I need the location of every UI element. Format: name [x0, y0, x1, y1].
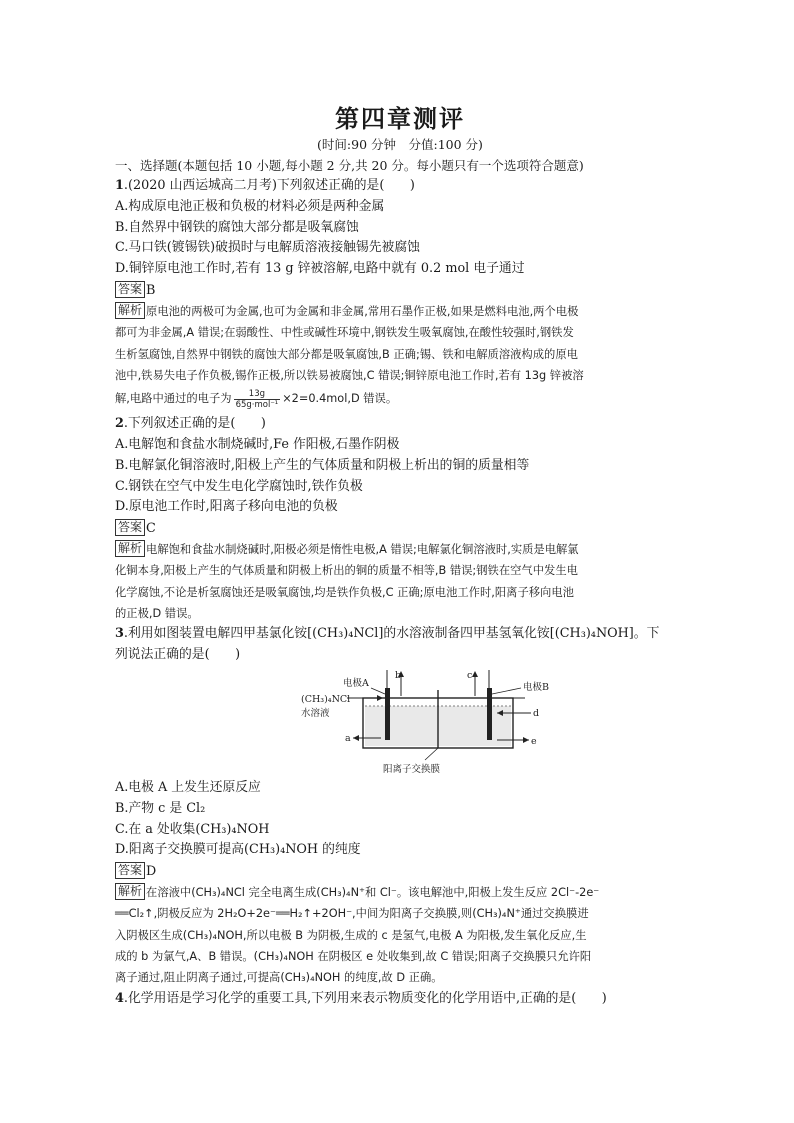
question-stem [115, 989, 685, 1010]
option-a: A.电解饱和食盐水制烧碱时,Fe 作阳极,石墨作阴极 [115, 436, 400, 452]
exam-page [115, 96, 685, 1009]
page-subtitle: (时间:90 分钟 分值:100 分) [317, 137, 483, 152]
option-b: B.电解氯化铜溶液时,阳极上产生的气体质量和阴极上析出的铜的质量相等 [115, 457, 530, 473]
answer-tag: 答案 [115, 281, 145, 298]
fraction [234, 389, 281, 410]
answer-tag: 答案 [115, 519, 145, 536]
option-c: C.马口铁(镀锡铁)破损时与电解质溶液接触锡先被腐蚀 [115, 240, 420, 256]
question-text: .利用如图装置电解四甲基氯化铵[(CH₃)₄NCl]的水溶液制备四甲基氢氧化铵[(CH₃)₄NOH]。下 [123, 626, 660, 642]
fraction-numerator: 13g [234, 389, 281, 400]
question-number: 1 [115, 178, 124, 193]
question-4 [115, 989, 685, 1010]
question-stem [115, 176, 685, 197]
question-text: .化学用语是学习化学的重要工具,下列用来表示物质变化的化学用语中,正确的是( ) [123, 990, 607, 1006]
explanation-line: 池中,铁易失电子作负极,锡作正极,所以铁易被腐蚀,C 错误;铜锌原电池工作时,若有 13g 锌被溶 [115, 368, 584, 382]
option-a: A.构成原电池正极和负极的材料必须是两种金属 [115, 198, 385, 214]
pointer-electrode-b [492, 688, 521, 694]
pointer-membrane [425, 748, 438, 760]
explanation-line: 生析氢腐蚀,自然界中钢铁的腐蚀大部分都是吸氧腐蚀,B 正确;锡、铁和电解质溶液构成的原电 [115, 347, 578, 361]
explanation-line: 离子通过,阻止阴离子通过,可提高(CH₃)₄NOH 的纯度,故 D 正确。 [115, 971, 443, 985]
answer-value: C [146, 521, 156, 537]
question-number: 2 [115, 416, 124, 432]
page-title: 第四章测评 [335, 104, 465, 133]
explanation-line: 解,电路中通过的电子为 $\frac{13g}{\text{65g·mol⁻¹}}$ ×2=0.4mol,D 错误。 [115, 388, 398, 410]
explain-tag: 解析 [115, 540, 145, 557]
electrode-a-bar [385, 688, 390, 740]
explain-tag: 解析 [115, 302, 145, 319]
answer-row [115, 862, 685, 882]
label-membrane: 阳离子交换膜 [383, 763, 441, 775]
question-2 [115, 414, 685, 624]
label-electrode-a: 电极A [343, 677, 369, 689]
explanation-line: 都可为非金属,A 错误;在弱酸性、中性或碱性环境中,钢铁发生吸氧腐蚀,在酸性较强时,钢铁发 [115, 326, 574, 340]
outlet-c-arrow [472, 671, 478, 677]
question-stem [115, 624, 685, 645]
section-heading: 一、选择题(本题包括 10 小题,每小题 2 分,共 20 分。每小题只有一个选项符合题意) [115, 158, 584, 173]
question-text: .下列叙述正确的是( ) [123, 416, 266, 432]
label-electrode-b: 电极B [523, 681, 549, 693]
option-d: D.阳离子交换膜可提高(CH₃)₄NOH 的纯度 [115, 842, 361, 858]
answer-row [115, 519, 685, 539]
explanation [115, 539, 685, 624]
fraction-denominator: 65g·mol⁻¹ [235, 399, 279, 410]
option-c: C.在 a 处收集(CH₃)₄NOH [115, 821, 270, 837]
question-number: 3 [115, 626, 124, 642]
option-c: C.钢铁在空气中发生电化学腐蚀时,铁作负极 [115, 478, 363, 494]
question-stem-cont: 列说法正确的是( ) [115, 647, 241, 663]
explanation [115, 882, 685, 988]
option-b: B.自然界中钢铁的腐蚀大部分都是吸氧腐蚀 [115, 219, 359, 235]
question-stem [115, 414, 685, 435]
outlet-e-arrow [523, 737, 529, 743]
explanation [115, 301, 685, 412]
outlet-a-arrow [353, 735, 359, 741]
explanation-line: 化铜本身,阳极上产生的气体质量和阴极上析出的铜的质量不相等,B 错误;钢铁在空气中发生电 [115, 564, 578, 578]
answer-value: B [146, 282, 156, 298]
option-b: B.产物 c 是 Cl₂ [115, 800, 206, 816]
explanation-line: 解析 原电池的两极可为金属,也可为金属和非金属,常用石墨作正极,如果是燃料电池,两个电极 [115, 301, 685, 322]
label-solution-water: 水溶液 [301, 707, 330, 719]
label-port-c: c [467, 669, 473, 681]
option-d: D.铜锌原电池工作时,若有 13 g 锌被溶解,电路中就有 0.2 mol 电子通过 [115, 261, 525, 277]
answer-tag: 答案 [115, 862, 145, 879]
explanation-line: 入阴极区生成(CH₃)₄NOH,所以电极 B 为阴极,生成的 c 是氢气,电极 A 为阳极,发生氧化反应,生 [115, 928, 587, 942]
option-a: A.电极 A 上发生还原反应 [115, 779, 261, 795]
explanation-line: 化学腐蚀,不论是析氢腐蚀还是吸氧腐蚀,均是铁作负极,C 正确;原电池工作时,阳离子移向电池 [115, 585, 574, 599]
electrode-b-bar [487, 688, 492, 740]
inlet-solution-arrow [377, 695, 383, 701]
question-1 [115, 176, 685, 412]
explanation-line: ══Cl₂↑,阴极反应为 2H₂O+2e⁻══H₂↑+2OH⁻,中间为阳离子交换膜,则(CH₃)₄N⁺通过交换膜进 [115, 907, 589, 921]
question-text: .(2020 山西运城高二月考)下列叙述正确的是( ) [123, 178, 415, 193]
explain-tag: 解析 [115, 883, 145, 900]
explanation-line: 解析 在溶液中(CH₃)₄NCl 完全电离生成(CH₃)₄N⁺和 Cl⁻。该电解池中,阳极上发生反应 2Cl⁻-2e⁻ [115, 882, 685, 903]
label-port-e: e [531, 735, 537, 747]
answer-row [115, 281, 685, 301]
label-port-b: b [395, 669, 402, 681]
explanation-line: 解析 电解饱和食盐水制烧碱时,阳极必须是惰性电极,A 错误;电解氯化铜溶液时,实质是电解氯 [115, 539, 685, 560]
label-port-a: a [345, 732, 351, 744]
label-port-d: d [533, 707, 540, 719]
electrolysis-diagram [115, 668, 685, 778]
pointer-electrode-a [371, 688, 385, 694]
label-solution-formula: (CH₃)₄NCl [301, 693, 351, 705]
question-3 [115, 624, 685, 988]
question-number: 4 [115, 990, 124, 1006]
explanation-line: 成的 b 为氯气,A、B 错误。(CH₃)₄NOH 在阴极区 e 处收集到,故 C 错误;阳离子交换膜只允许阳 [115, 950, 592, 964]
option-d: D.原电池工作时,阳离子移向电池的负极 [115, 499, 338, 515]
electrolysis-cell-svg [115, 668, 685, 778]
answer-value: D [146, 864, 157, 880]
explanation-line: 的正极,D 错误。 [115, 607, 199, 621]
